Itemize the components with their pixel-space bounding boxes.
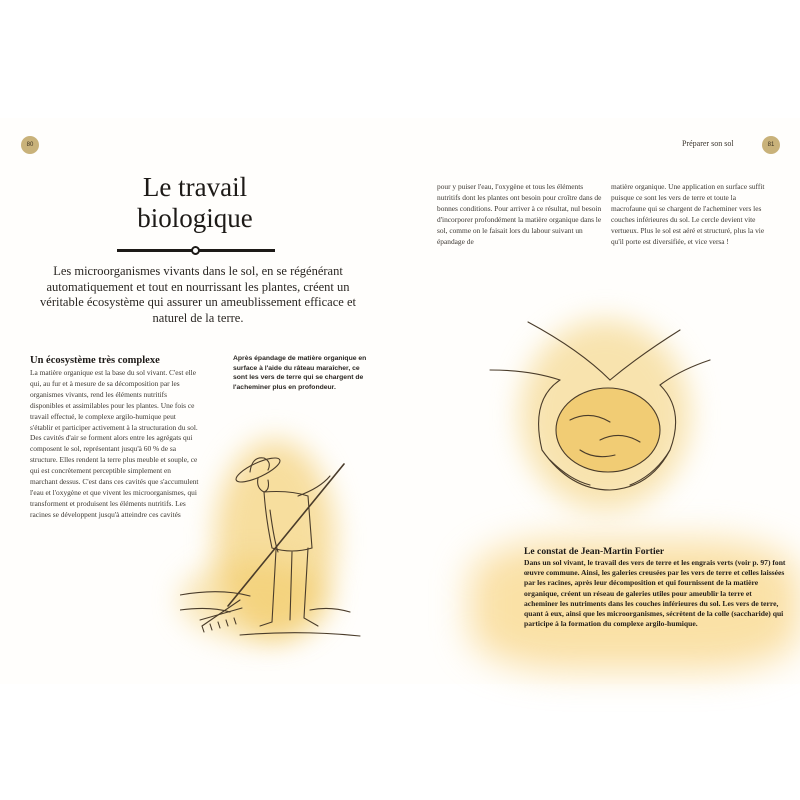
page-title [100, 172, 290, 234]
illustration-caption: Après épandage de matière organique en surface à l'aide du râteau maraîcher, ce sont les vers de terre qui se chargent de l'acheminer plus en profondeur. [233, 355, 367, 391]
box-heading: Le constat de Jean-Martin Fortier [524, 546, 665, 557]
page-number-right: 81 [762, 136, 780, 154]
gardener-raking-soil-illustration [180, 430, 400, 650]
section-body: La matière organique est la base du sol vivant. C'est elle qui, au fur et à mesure de sa décomposition par les organismes vivants, rend les éléments nutritifs disponibles et assimilables pour les plantes. Une fois ce travail effectué, le complexe argilo-humique peut s'établir et participer activement à la structuration du sol. Des cavités d'air se forment alors entre les agrégats qui composent le sol, représentant jusqu'à 60 % de sa structure. Elles rendent la terre plus meuble et souple, ce qui est concrètement perceptible simplement en marchant dessus. C'est dans ces cavités que s'accumulent l'eau et l'oxygène et que vivent les microorganismes, qui transforment et produisent les éléments nutritifs. Les racines se développent jusqu'à atteindre ces cavités [30, 368, 199, 519]
body-column-1: pour y puiser l'eau, l'oxygène et tous les éléments nutritifs dont les plantes ont besoin pour croître dans de bonnes conditions. Pour arriver à ce résultat, nul besoin d'incorporer profondément la matière organique dans le sol, comme on le faisait lors du labour suivant un épandage de [437, 182, 602, 246]
lead-paragraph: Les microorganismes vivants dans le sol, en se régénérant automatiquement et tout en nourrissant les plantes, créent un véritable écosystème qui assurer un ameublissement efficace et naturel de la terre. [40, 264, 356, 325]
section-heading: Un écosystème très complexe [30, 355, 160, 366]
title-line-1: Le travail [142, 172, 248, 202]
body-column-2: matière organique. Une application en surface suffit puisque ce sont les vers de terre et toute la macrofaune qui se chargent de l'acheminer vers les couches inférieures du sol. Le cercle devient vite vertueux. Plus le sol est aéré et structuré, plus la vie qu'il porte est diversifiée, et vice versa ! [611, 182, 765, 246]
running-head: Préparer son sol [682, 139, 734, 148]
page-number-left: 80 [21, 136, 39, 154]
box-body: Dans un sol vivant, le travail des vers de terre et les engrais verts (voir p. 97) font œuvre commune. Ainsi, les galeries creusées par les vers de terre et celles laissées par les racines, après leur décomposition et qui fournissent de la matière organique, créent un réseau de galeries utiles pour ameublir la terre et acheminer les nutriments dans les couches inférieures du sol. Les vers de terre, quant à eux, ainsi que les microorganismes, sécrètent de la colle (saccharide) qui participe à la formation du complexe argilo-humique. [524, 558, 786, 629]
divider-ornament-icon [191, 246, 200, 255]
cupped-hands-holding-soil-illustration [480, 310, 730, 530]
title-line-2: biologique [137, 203, 253, 233]
